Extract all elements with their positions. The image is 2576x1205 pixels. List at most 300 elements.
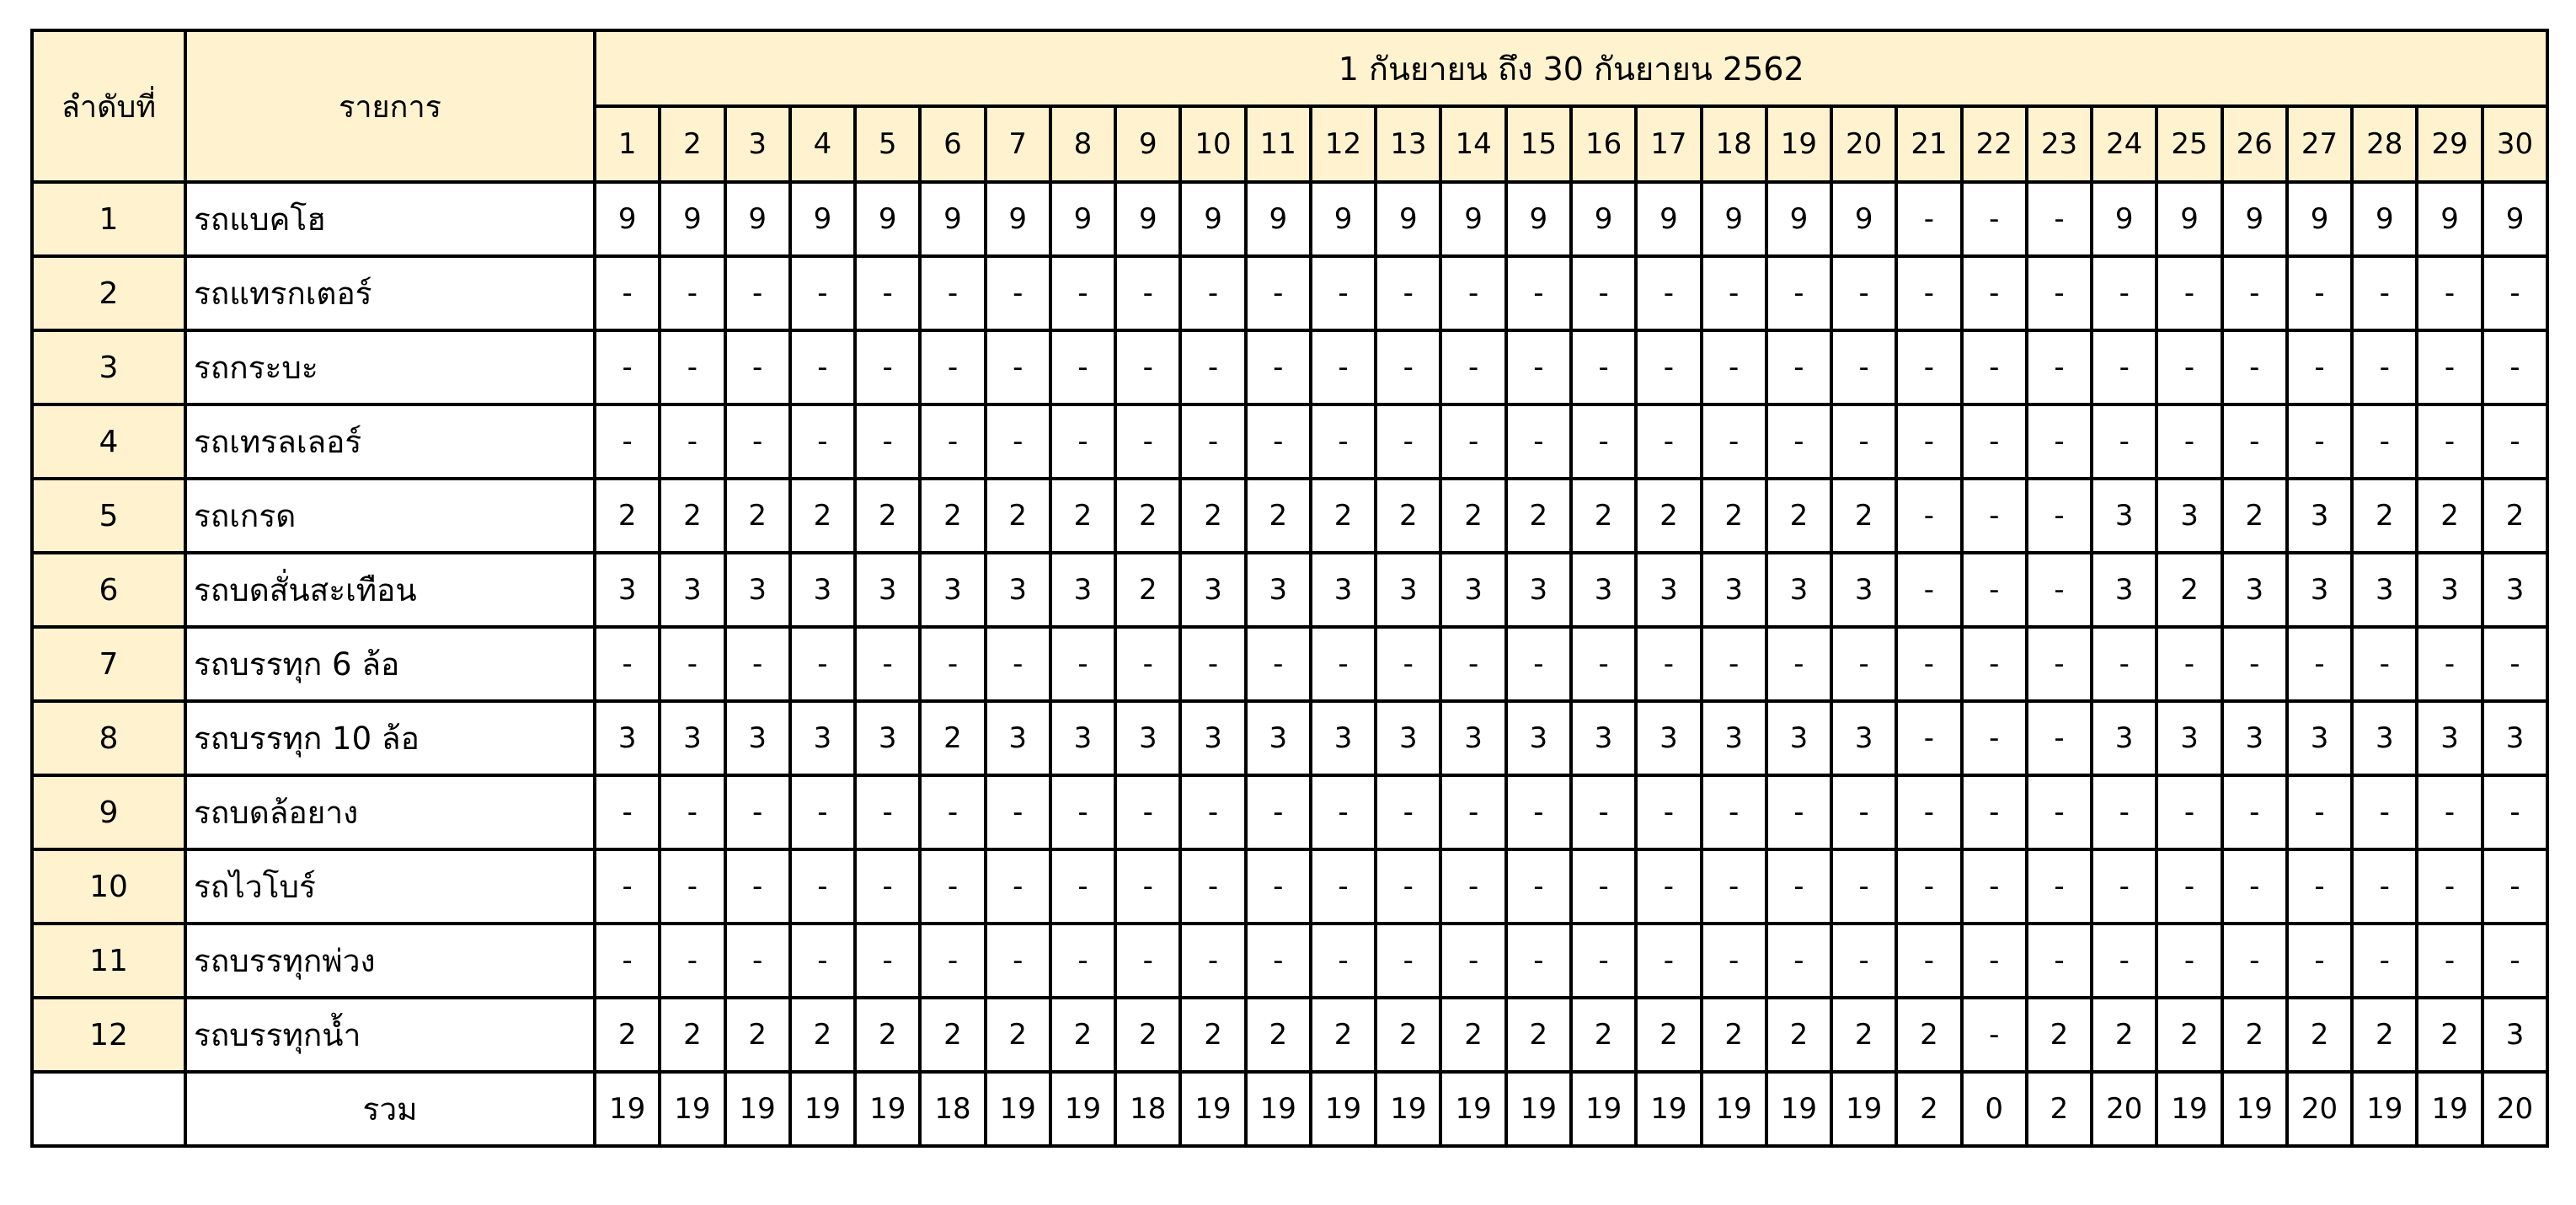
- day-value-cell: -: [1636, 256, 1701, 330]
- day-value-cell: 3: [2417, 701, 2482, 775]
- total-value-cell: 19: [2417, 1072, 2482, 1146]
- day-value-cell: 9: [1506, 182, 1571, 256]
- day-value-cell: -: [1831, 775, 1896, 849]
- day-value-cell: -: [2287, 775, 2352, 849]
- header-day: 17: [1636, 106, 1701, 182]
- day-value-cell: -: [1962, 998, 2027, 1072]
- day-value-cell: -: [1962, 479, 2027, 553]
- header-day: 12: [1311, 106, 1376, 182]
- day-value-cell: -: [1246, 849, 1311, 924]
- day-value-cell: 9: [660, 182, 724, 256]
- total-value-cell: 19: [1311, 1072, 1376, 1146]
- day-value-cell: -: [1766, 256, 1831, 330]
- day-value-cell: -: [2027, 479, 2092, 553]
- day-value-cell: 3: [1702, 553, 1766, 627]
- day-value-cell: -: [595, 256, 660, 330]
- day-value-cell: 2: [2352, 998, 2417, 1072]
- day-value-cell: -: [1115, 775, 1180, 849]
- day-value-cell: -: [1115, 924, 1180, 998]
- day-value-cell: 2: [725, 479, 790, 553]
- header-day: 6: [920, 106, 985, 182]
- day-value-cell: 2: [1766, 479, 1831, 553]
- day-value-cell: 9: [1636, 182, 1701, 256]
- day-value-cell: -: [790, 404, 855, 479]
- day-value-cell: 2: [1440, 998, 1505, 1072]
- day-value-cell: 3: [1311, 701, 1376, 775]
- day-value-cell: 3: [1376, 701, 1440, 775]
- day-value-cell: -: [1440, 330, 1505, 404]
- day-value-cell: -: [1571, 849, 1636, 924]
- total-value-cell: 19: [855, 1072, 920, 1146]
- day-value-cell: -: [1896, 701, 1961, 775]
- day-value-cell: -: [2287, 627, 2352, 701]
- header-day: 18: [1702, 106, 1766, 182]
- day-value-cell: -: [2222, 849, 2287, 924]
- header-day: 16: [1571, 106, 1636, 182]
- day-value-cell: -: [2156, 404, 2221, 479]
- header-day: 2: [660, 106, 724, 182]
- day-value-cell: -: [2027, 924, 2092, 998]
- total-row: [32, 1072, 2547, 1146]
- row-item-name: รถบดสั่นสะเทือน: [185, 553, 595, 627]
- day-value-cell: 3: [1180, 553, 1245, 627]
- row-item-name: รถบรรทุก 10 ล้อ: [185, 701, 595, 775]
- header-day: 10: [1180, 106, 1245, 182]
- day-value-cell: -: [1506, 924, 1571, 998]
- day-value-cell: -: [986, 775, 1050, 849]
- day-value-cell: -: [1180, 256, 1245, 330]
- row-item-name: รถบรรทุกพ่วง: [185, 924, 595, 998]
- day-value-cell: -: [1962, 182, 2027, 256]
- day-value-cell: -: [660, 924, 724, 998]
- day-value-cell: 2: [986, 479, 1050, 553]
- header-day: 27: [2287, 106, 2352, 182]
- day-value-cell: 3: [1115, 701, 1180, 775]
- day-value-cell: -: [2156, 849, 2221, 924]
- day-value-cell: -: [2156, 256, 2221, 330]
- day-value-cell: -: [855, 849, 920, 924]
- day-value-cell: 9: [2417, 182, 2482, 256]
- day-value-cell: 9: [790, 182, 855, 256]
- row-number: 10: [32, 849, 185, 924]
- day-value-cell: -: [790, 330, 855, 404]
- row-number: 6: [32, 553, 185, 627]
- day-value-cell: -: [1636, 775, 1701, 849]
- day-value-cell: 9: [1311, 182, 1376, 256]
- day-value-cell: -: [2092, 775, 2156, 849]
- day-value-cell: 2: [2222, 479, 2287, 553]
- total-value-cell: 19: [725, 1072, 790, 1146]
- row-item-name: รถแบคโฮ: [185, 182, 595, 256]
- day-value-cell: 9: [855, 182, 920, 256]
- header-day: 8: [1050, 106, 1115, 182]
- day-value-cell: -: [1180, 627, 1245, 701]
- day-value-cell: -: [725, 404, 790, 479]
- row-item-name: รถบรรทุก 6 ล้อ: [185, 627, 595, 701]
- day-value-cell: 2: [1050, 998, 1115, 1072]
- day-value-cell: 2: [920, 998, 985, 1072]
- day-value-cell: 2: [855, 998, 920, 1072]
- day-value-cell: 9: [920, 182, 985, 256]
- day-value-cell: 3: [1636, 553, 1701, 627]
- day-value-cell: -: [725, 627, 790, 701]
- day-value-cell: -: [1376, 849, 1440, 924]
- header-day: 15: [1506, 106, 1571, 182]
- day-value-cell: 9: [1571, 182, 1636, 256]
- day-value-cell: 3: [790, 553, 855, 627]
- header-day: 28: [2352, 106, 2417, 182]
- row-number: 1: [32, 182, 185, 256]
- day-value-cell: 9: [1440, 182, 1505, 256]
- day-value-cell: 2: [2222, 998, 2287, 1072]
- day-value-cell: -: [1376, 330, 1440, 404]
- row-item-name: รถแทรกเตอร์: [185, 256, 595, 330]
- day-value-cell: 3: [790, 701, 855, 775]
- header-day: 22: [1962, 106, 2027, 182]
- header-day: 20: [1831, 106, 1896, 182]
- table-row: [32, 998, 2547, 1072]
- day-value-cell: 3: [2092, 479, 2156, 553]
- day-value-cell: -: [1376, 775, 1440, 849]
- day-value-cell: -: [2222, 330, 2287, 404]
- day-value-cell: 9: [2482, 182, 2548, 256]
- day-value-cell: -: [920, 627, 985, 701]
- day-value-cell: -: [725, 330, 790, 404]
- day-value-cell: 2: [1311, 998, 1376, 1072]
- total-value-cell: 19: [1702, 1072, 1766, 1146]
- day-value-cell: 3: [1440, 701, 1505, 775]
- day-value-cell: -: [725, 849, 790, 924]
- day-value-cell: -: [1766, 627, 1831, 701]
- day-value-cell: -: [2287, 330, 2352, 404]
- day-value-cell: 3: [920, 553, 985, 627]
- day-value-cell: -: [1962, 701, 2027, 775]
- day-value-cell: -: [1311, 330, 1376, 404]
- day-value-cell: -: [2092, 330, 2156, 404]
- total-value-cell: 19: [986, 1072, 1050, 1146]
- day-value-cell: 9: [2092, 182, 2156, 256]
- day-value-cell: 2: [1376, 998, 1440, 1072]
- day-value-cell: -: [855, 627, 920, 701]
- day-value-cell: -: [1506, 775, 1571, 849]
- day-value-cell: -: [1311, 849, 1376, 924]
- day-value-cell: 2: [2352, 479, 2417, 553]
- day-value-cell: -: [660, 404, 724, 479]
- total-value-cell: 19: [1246, 1072, 1311, 1146]
- total-value-cell: 19: [1050, 1072, 1115, 1146]
- day-value-cell: -: [1571, 924, 1636, 998]
- equipment-table-container: [30, 29, 2546, 1148]
- day-value-cell: 2: [1896, 998, 1961, 1072]
- day-value-cell: 9: [1702, 182, 1766, 256]
- day-value-cell: 9: [1766, 182, 1831, 256]
- day-value-cell: 2: [1311, 479, 1376, 553]
- day-value-cell: 3: [2482, 998, 2548, 1072]
- day-value-cell: 3: [1831, 553, 1896, 627]
- total-blank-cell: [32, 1072, 185, 1146]
- day-value-cell: -: [2156, 330, 2221, 404]
- day-value-cell: -: [1831, 627, 1896, 701]
- day-value-cell: -: [1440, 775, 1505, 849]
- day-value-cell: -: [1962, 330, 2027, 404]
- day-value-cell: -: [2092, 924, 2156, 998]
- total-value-cell: 18: [1115, 1072, 1180, 1146]
- day-value-cell: 3: [2287, 701, 2352, 775]
- day-value-cell: -: [595, 330, 660, 404]
- day-value-cell: -: [1571, 627, 1636, 701]
- day-value-cell: 3: [1766, 553, 1831, 627]
- day-value-cell: -: [1246, 330, 1311, 404]
- total-value-cell: 19: [1831, 1072, 1896, 1146]
- day-value-cell: -: [2352, 256, 2417, 330]
- day-value-cell: -: [2027, 627, 2092, 701]
- total-value-cell: 19: [790, 1072, 855, 1146]
- day-value-cell: -: [1440, 924, 1505, 998]
- header-day: 14: [1440, 106, 1505, 182]
- day-value-cell: -: [1896, 627, 1961, 701]
- day-value-cell: 3: [2156, 701, 2221, 775]
- day-value-cell: 9: [986, 182, 1050, 256]
- day-value-cell: -: [920, 775, 985, 849]
- day-value-cell: 3: [986, 701, 1050, 775]
- day-value-cell: 3: [2352, 553, 2417, 627]
- day-value-cell: 2: [2482, 479, 2548, 553]
- day-value-cell: -: [2287, 924, 2352, 998]
- day-value-cell: 3: [2417, 553, 2482, 627]
- day-value-cell: -: [2417, 404, 2482, 479]
- day-value-cell: 2: [1180, 479, 1245, 553]
- day-value-cell: 2: [2092, 998, 2156, 1072]
- day-value-cell: -: [1506, 627, 1571, 701]
- table-row: [32, 330, 2547, 404]
- header-day: 19: [1766, 106, 1831, 182]
- day-value-cell: 3: [1506, 701, 1571, 775]
- day-value-cell: 2: [920, 479, 985, 553]
- day-value-cell: -: [986, 404, 1050, 479]
- day-value-cell: -: [1246, 775, 1311, 849]
- day-value-cell: 2: [2156, 553, 2221, 627]
- day-value-cell: -: [595, 849, 660, 924]
- day-value-cell: 2: [986, 998, 1050, 1072]
- day-value-cell: -: [1311, 924, 1376, 998]
- day-value-cell: 2: [1636, 479, 1701, 553]
- day-value-cell: -: [2287, 404, 2352, 479]
- day-value-cell: -: [1311, 256, 1376, 330]
- day-value-cell: -: [1962, 256, 2027, 330]
- day-value-cell: -: [855, 256, 920, 330]
- day-value-cell: 2: [1115, 479, 1180, 553]
- day-value-cell: -: [2287, 849, 2352, 924]
- day-value-cell: -: [660, 849, 724, 924]
- day-value-cell: -: [725, 924, 790, 998]
- day-value-cell: -: [2156, 924, 2221, 998]
- table-body: [32, 182, 2547, 1146]
- total-value-cell: 2: [2027, 1072, 2092, 1146]
- header-day: 29: [2417, 106, 2482, 182]
- table-row: [32, 701, 2547, 775]
- day-value-cell: -: [1376, 924, 1440, 998]
- day-value-cell: -: [1440, 404, 1505, 479]
- day-value-cell: 2: [920, 701, 985, 775]
- day-value-cell: -: [1506, 849, 1571, 924]
- day-value-cell: 2: [1636, 998, 1701, 1072]
- day-value-cell: 3: [1180, 701, 1245, 775]
- day-value-cell: -: [1896, 775, 1961, 849]
- day-value-cell: -: [1180, 404, 1245, 479]
- day-value-cell: -: [790, 627, 855, 701]
- header-day: 21: [1896, 106, 1961, 182]
- total-value-cell: 19: [660, 1072, 724, 1146]
- day-value-cell: -: [1831, 256, 1896, 330]
- day-value-cell: -: [1115, 849, 1180, 924]
- day-value-cell: 3: [1440, 553, 1505, 627]
- header-day: 7: [986, 106, 1050, 182]
- header-day: 26: [2222, 106, 2287, 182]
- day-value-cell: 3: [2287, 479, 2352, 553]
- day-value-cell: -: [2027, 553, 2092, 627]
- header-day: 4: [790, 106, 855, 182]
- day-value-cell: -: [2417, 627, 2482, 701]
- day-value-cell: 2: [1831, 479, 1896, 553]
- day-value-cell: 2: [1571, 998, 1636, 1072]
- total-value-cell: 19: [1376, 1072, 1440, 1146]
- day-value-cell: 3: [1636, 701, 1701, 775]
- day-value-cell: -: [1896, 256, 1961, 330]
- day-value-cell: -: [1311, 404, 1376, 479]
- day-value-cell: 3: [1311, 553, 1376, 627]
- header-day: 13: [1376, 106, 1440, 182]
- row-number: 7: [32, 627, 185, 701]
- day-value-cell: 2: [2156, 998, 2221, 1072]
- day-value-cell: -: [1896, 404, 1961, 479]
- day-value-cell: -: [855, 330, 920, 404]
- day-value-cell: -: [2482, 924, 2548, 998]
- day-value-cell: -: [1636, 404, 1701, 479]
- row-number: 4: [32, 404, 185, 479]
- day-value-cell: 9: [2156, 182, 2221, 256]
- day-value-cell: 3: [1506, 553, 1571, 627]
- total-value-cell: 19: [595, 1072, 660, 1146]
- day-value-cell: -: [2352, 404, 2417, 479]
- day-value-cell: 3: [595, 701, 660, 775]
- day-value-cell: 3: [1050, 701, 1115, 775]
- day-value-cell: 2: [1440, 479, 1505, 553]
- day-value-cell: -: [2027, 182, 2092, 256]
- day-value-cell: -: [1962, 849, 2027, 924]
- day-value-cell: -: [2417, 924, 2482, 998]
- day-value-cell: -: [855, 404, 920, 479]
- day-value-cell: 9: [1180, 182, 1245, 256]
- day-value-cell: 2: [2027, 998, 2092, 1072]
- day-value-cell: -: [1050, 924, 1115, 998]
- day-value-cell: 3: [595, 553, 660, 627]
- day-value-cell: -: [1831, 404, 1896, 479]
- day-value-cell: 3: [660, 701, 724, 775]
- day-value-cell: -: [660, 330, 724, 404]
- day-value-cell: -: [2027, 330, 2092, 404]
- day-value-cell: -: [2027, 775, 2092, 849]
- day-value-cell: -: [595, 627, 660, 701]
- day-value-cell: 3: [2092, 701, 2156, 775]
- table-row: [32, 627, 2547, 701]
- day-value-cell: -: [1831, 924, 1896, 998]
- day-value-cell: -: [1440, 627, 1505, 701]
- day-value-cell: -: [2092, 849, 2156, 924]
- day-value-cell: -: [1896, 553, 1961, 627]
- header-day: 24: [2092, 106, 2156, 182]
- day-value-cell: -: [660, 775, 724, 849]
- row-item-name: รถบดล้อยาง: [185, 775, 595, 849]
- day-value-cell: -: [790, 924, 855, 998]
- day-value-cell: 2: [1050, 479, 1115, 553]
- total-value-cell: 19: [1440, 1072, 1505, 1146]
- day-value-cell: -: [2156, 775, 2221, 849]
- day-value-cell: -: [2417, 330, 2482, 404]
- day-value-cell: -: [1246, 404, 1311, 479]
- day-value-cell: -: [2222, 404, 2287, 479]
- row-item-name: รถไวโบร์: [185, 849, 595, 924]
- table-row: [32, 404, 2547, 479]
- day-value-cell: -: [1636, 924, 1701, 998]
- day-value-cell: 3: [1702, 701, 1766, 775]
- day-value-cell: -: [1571, 775, 1636, 849]
- row-item-name: รถบรรทุกน้ำ: [185, 998, 595, 1072]
- row-number: 3: [32, 330, 185, 404]
- total-value-cell: 20: [2092, 1072, 2156, 1146]
- day-value-cell: -: [1962, 553, 2027, 627]
- day-value-cell: -: [725, 775, 790, 849]
- header-day: 9: [1115, 106, 1180, 182]
- day-value-cell: -: [1376, 627, 1440, 701]
- day-value-cell: -: [986, 330, 1050, 404]
- day-value-cell: -: [1831, 849, 1896, 924]
- total-value-cell: 19: [2222, 1072, 2287, 1146]
- day-value-cell: -: [1962, 404, 2027, 479]
- day-value-cell: -: [1962, 924, 2027, 998]
- day-value-cell: -: [1246, 256, 1311, 330]
- day-value-cell: -: [1636, 627, 1701, 701]
- day-value-cell: 3: [2222, 701, 2287, 775]
- day-value-cell: -: [855, 924, 920, 998]
- day-value-cell: -: [986, 924, 1050, 998]
- day-value-cell: 2: [1702, 479, 1766, 553]
- table-row: [32, 849, 2547, 924]
- day-value-cell: -: [2222, 924, 2287, 998]
- day-value-cell: 3: [2352, 701, 2417, 775]
- day-value-cell: 3: [2156, 479, 2221, 553]
- day-value-cell: 2: [595, 998, 660, 1072]
- day-value-cell: -: [1180, 849, 1245, 924]
- day-value-cell: 9: [1376, 182, 1440, 256]
- day-value-cell: -: [855, 775, 920, 849]
- day-value-cell: -: [1636, 330, 1701, 404]
- row-number: 2: [32, 256, 185, 330]
- day-value-cell: -: [660, 256, 724, 330]
- header-day: 11: [1246, 106, 1311, 182]
- row-number: 9: [32, 775, 185, 849]
- table-row: [32, 479, 2547, 553]
- day-value-cell: -: [1115, 627, 1180, 701]
- day-value-cell: -: [1440, 849, 1505, 924]
- day-value-cell: -: [2092, 256, 2156, 330]
- day-value-cell: -: [790, 256, 855, 330]
- day-value-cell: -: [2482, 330, 2548, 404]
- day-value-cell: -: [1831, 330, 1896, 404]
- day-value-cell: 3: [1050, 553, 1115, 627]
- day-value-cell: 2: [855, 479, 920, 553]
- day-value-cell: -: [1115, 404, 1180, 479]
- day-value-cell: 2: [1506, 479, 1571, 553]
